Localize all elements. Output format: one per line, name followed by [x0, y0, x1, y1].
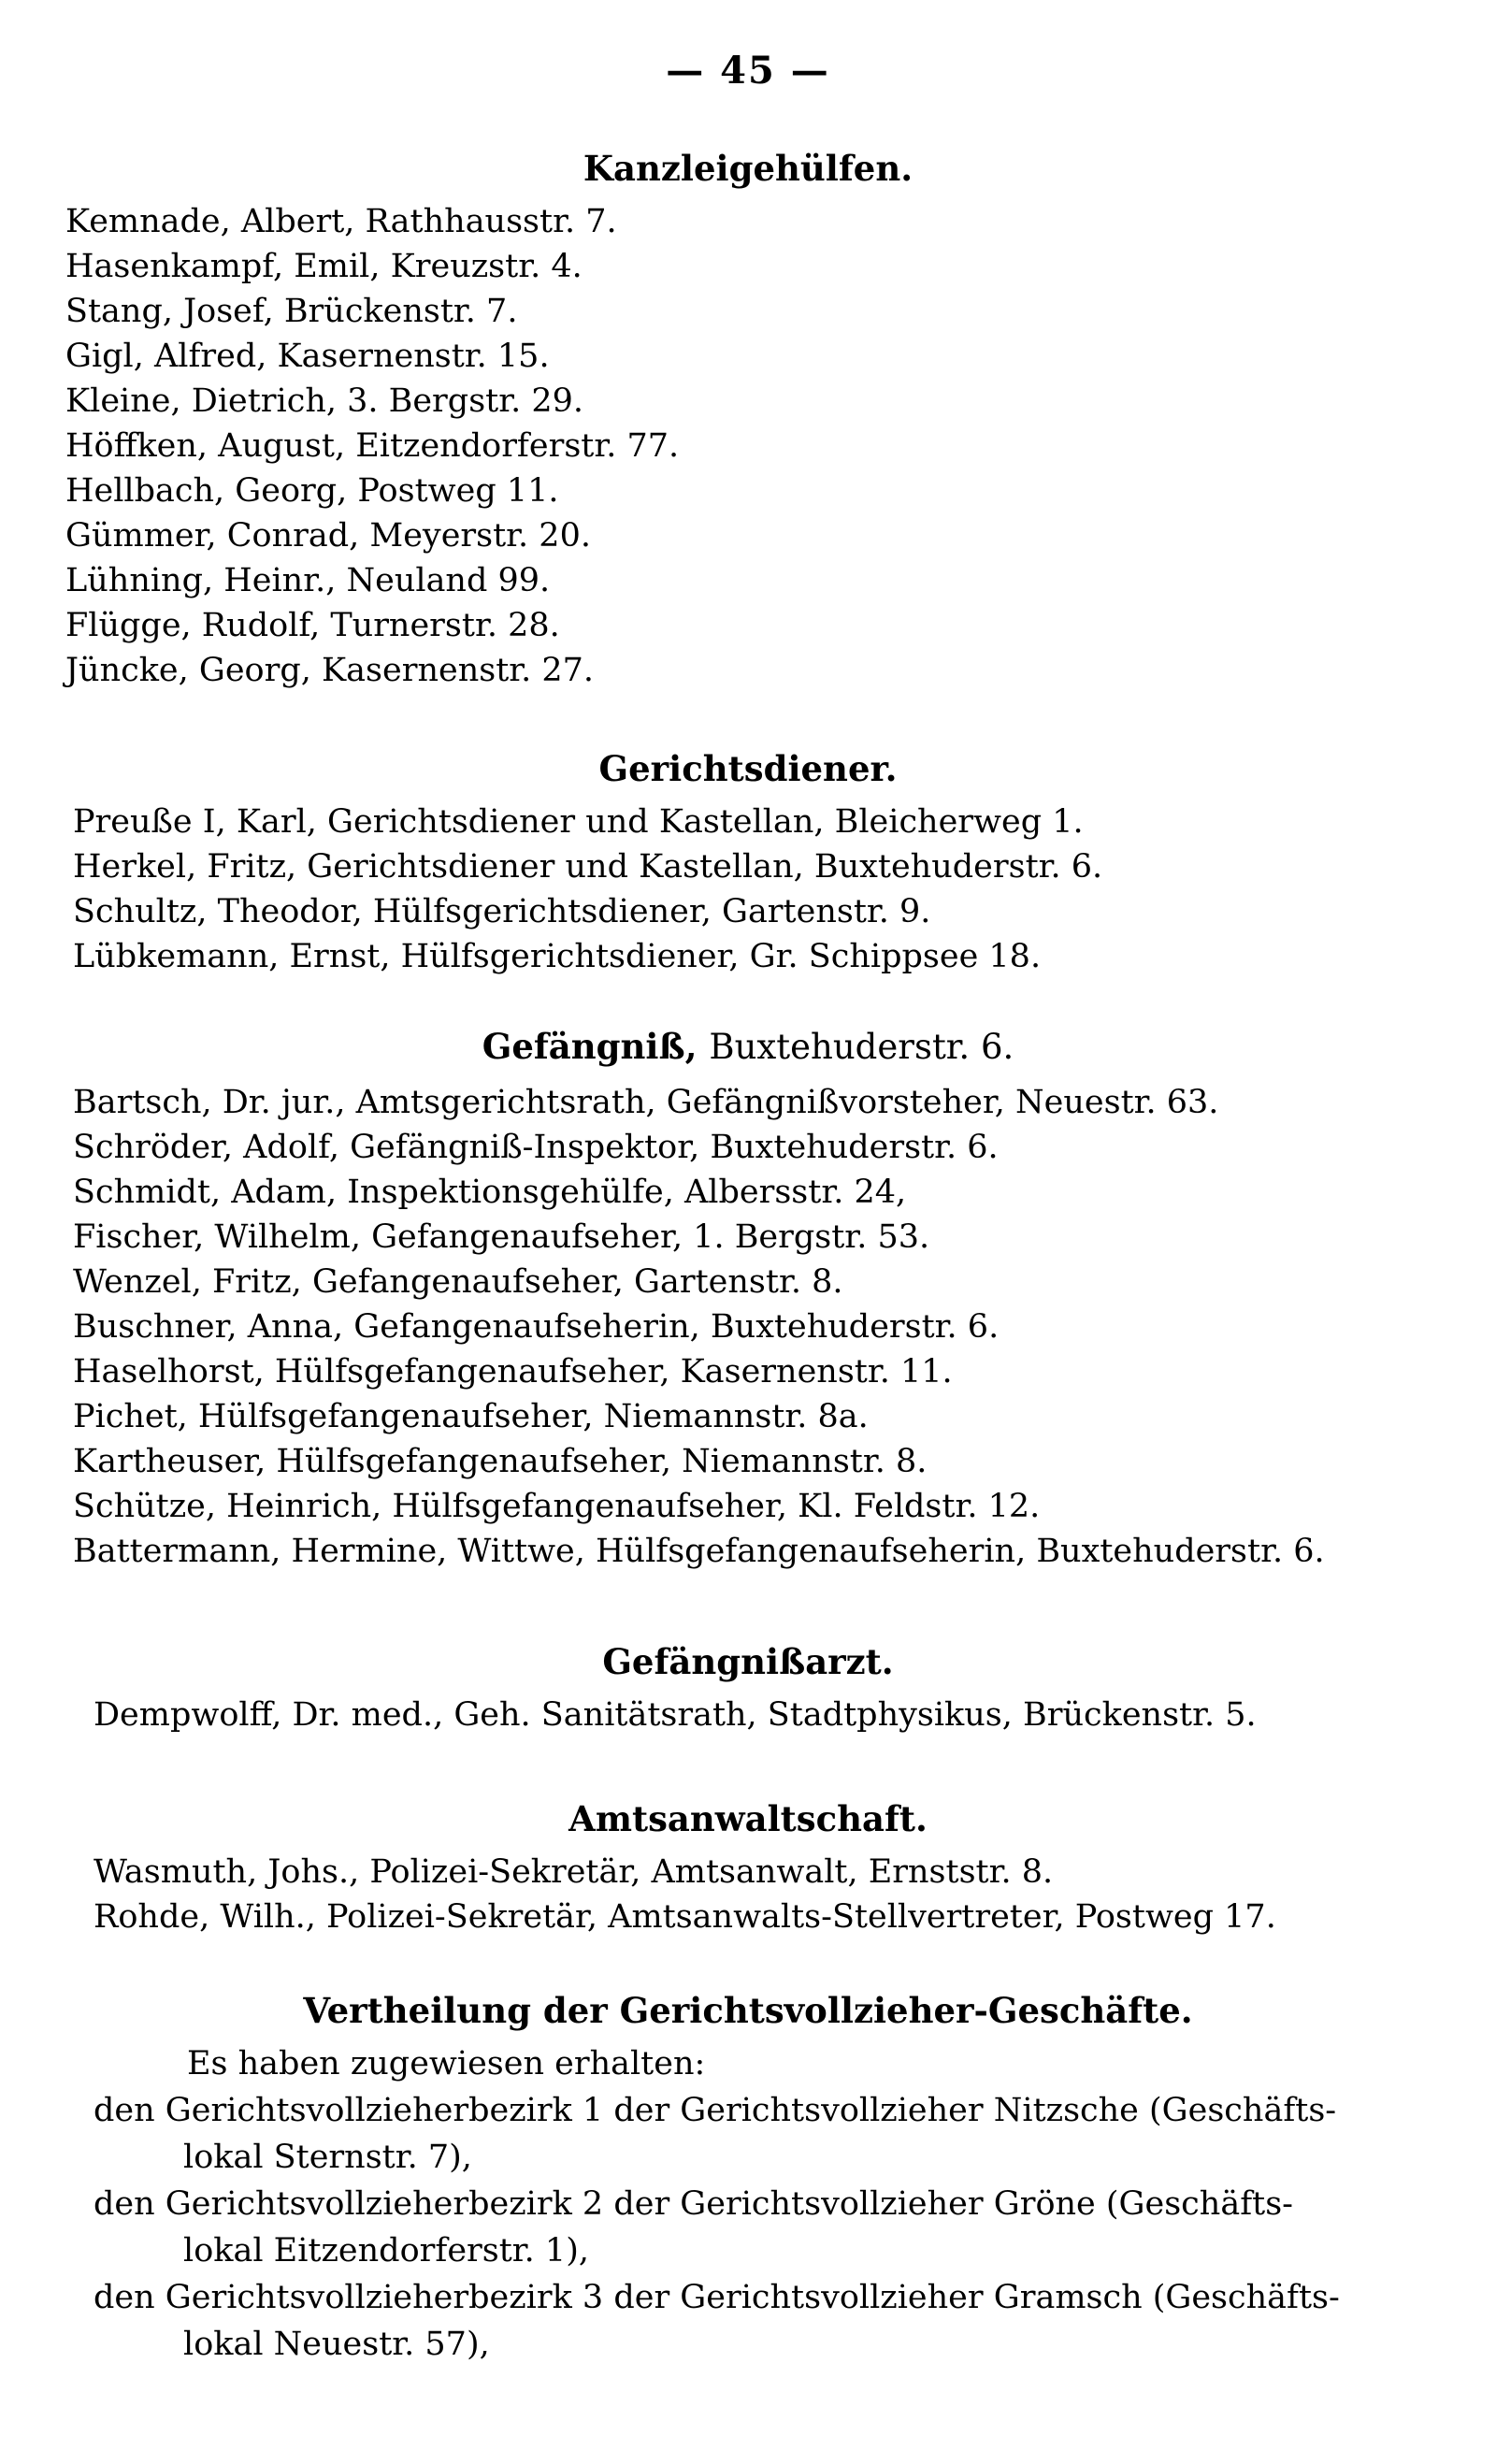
entry-line: Kartheuser, Hülfsgefangenaufseher, Niemannstr. 8.	[73, 1443, 928, 1480]
entry-line: den Gerichtsvollzieherbezirk 3 der Gerichtsvollzieher Gramsch (Geschäfts-	[94, 2279, 1340, 2316]
entry-line: Kleine, Dietrich, 3. Bergstr. 29.	[65, 382, 584, 420]
section-heading-gefaengniss	[0, 1026, 1496, 1067]
section-heading-gefaengnissarzt: Gefängnißarzt.	[602, 1641, 894, 1682]
entry-line: Hellbach, Georg, Postweg 11.	[65, 472, 559, 510]
entry-line: Rohde, Wilh., Polizei-Sekretär, Amtsanwalts-Stellvertreter, Postweg 17.	[94, 1898, 1276, 1936]
section-heading-kanzleigehuelfen: Kanzleigehülfen.	[583, 148, 913, 189]
entry-line: lokal Neuestr. 57),	[183, 2326, 490, 2363]
entry-line: Schultz, Theodor, Hülfsgerichtsdiener, Gartenstr. 9.	[73, 893, 931, 930]
entry-line: Herkel, Fritz, Gerichtsdiener und Kastellan, Buxtehuderstr. 6.	[73, 848, 1103, 886]
entry-line: Fischer, Wilhelm, Gefangenaufseher, 1. Bergstr. 53.	[73, 1218, 930, 1256]
entry-line: Pichet, Hülfsgefangenaufseher, Niemannstr. 8a.	[73, 1398, 869, 1435]
entry-line: Schröder, Adolf, Gefängniß-Inspektor, Buxtehuderstr. 6.	[73, 1129, 999, 1166]
section-heading-vertheilung: Vertheilung der Gerichtsvollzieher-Geschäfte.	[303, 1990, 1193, 2031]
entry-line: Wenzel, Fritz, Gefangenaufseher, Gartenstr. 8.	[73, 1263, 843, 1301]
section-heading-gerichtsdiener: Gerichtsdiener.	[598, 748, 898, 789]
entry-line: Haselhorst, Hülfsgefangenaufseher, Kasernenstr. 11.	[73, 1353, 953, 1391]
section-heading-title: Gefängniß,	[482, 1026, 698, 1067]
entry-line: lokal Sternstr. 7),	[183, 2139, 472, 2176]
entry-line: Jüncke, Georg, Kasernenstr. 27.	[65, 652, 595, 689]
entry-line: lokal Eitzendorferstr. 1),	[183, 2232, 589, 2269]
entry-line: Gümmer, Conrad, Meyerstr. 20.	[65, 517, 591, 555]
entry-line: den Gerichtsvollzieherbezirk 2 der Gerichtsvollzieher Gröne (Geschäfts-	[94, 2185, 1294, 2223]
entry-line: Dempwolff, Dr. med., Geh. Sanitätsrath, Stadtphysikus, Brückenstr. 5.	[94, 1696, 1257, 1734]
entry-line: Stang, Josef, Brückenstr. 7.	[65, 293, 518, 330]
section-heading-amtsanwaltschaft: Amtsanwaltschaft.	[568, 1798, 928, 1839]
entry-line: Flügge, Rudolf, Turnerstr. 28.	[65, 607, 560, 644]
entry-line: Bartsch, Dr. jur., Amtsgerichtsrath, Gefängnißvorsteher, Neuestr. 63.	[73, 1084, 1219, 1121]
entry-line: Wasmuth, Johs., Polizei-Sekretär, Amtsanwalt, Ernststr. 8.	[94, 1853, 1054, 1891]
section-heading-address: Buxtehuderstr. 6.	[709, 1027, 1014, 1067]
entry-line: Preuße I, Karl, Gerichtsdiener und Kastellan, Bleicherweg 1.	[73, 803, 1084, 841]
entry-line: Lühning, Heinr., Neuland 99.	[65, 562, 551, 599]
entry-line: Höffken, August, Eitzendorferstr. 77.	[65, 427, 680, 465]
entry-line: Es haben zugewiesen erhalten:	[187, 2045, 706, 2082]
page-number: — 45 —	[666, 49, 830, 93]
entry-line: Lübkemann, Ernst, Hülfsgerichtsdiener, Gr. Schippsee 18.	[73, 938, 1042, 975]
entry-line: Kemnade, Albert, Rathhausstr. 7.	[65, 203, 617, 240]
entry-line: Battermann, Hermine, Wittwe, Hülfsgefangenaufseherin, Buxtehuderstr. 6.	[73, 1533, 1325, 1570]
entry-line: Hasenkampf, Emil, Kreuzstr. 4.	[65, 248, 583, 285]
entry-line: Buschner, Anna, Gefangenaufseherin, Buxtehuderstr. 6.	[73, 1308, 1000, 1346]
entry-line: Gigl, Alfred, Kasernenstr. 15.	[65, 338, 550, 375]
entry-line: Schmidt, Adam, Inspektionsgehülfe, Albersstr. 24,	[73, 1174, 907, 1211]
entry-line: Schütze, Heinrich, Hülfsgefangenaufseher, Kl. Feldstr. 12.	[73, 1488, 1041, 1525]
entry-line: den Gerichtsvollzieherbezirk 1 der Gerichtsvollzieher Nitzsche (Geschäfts-	[94, 2092, 1337, 2129]
